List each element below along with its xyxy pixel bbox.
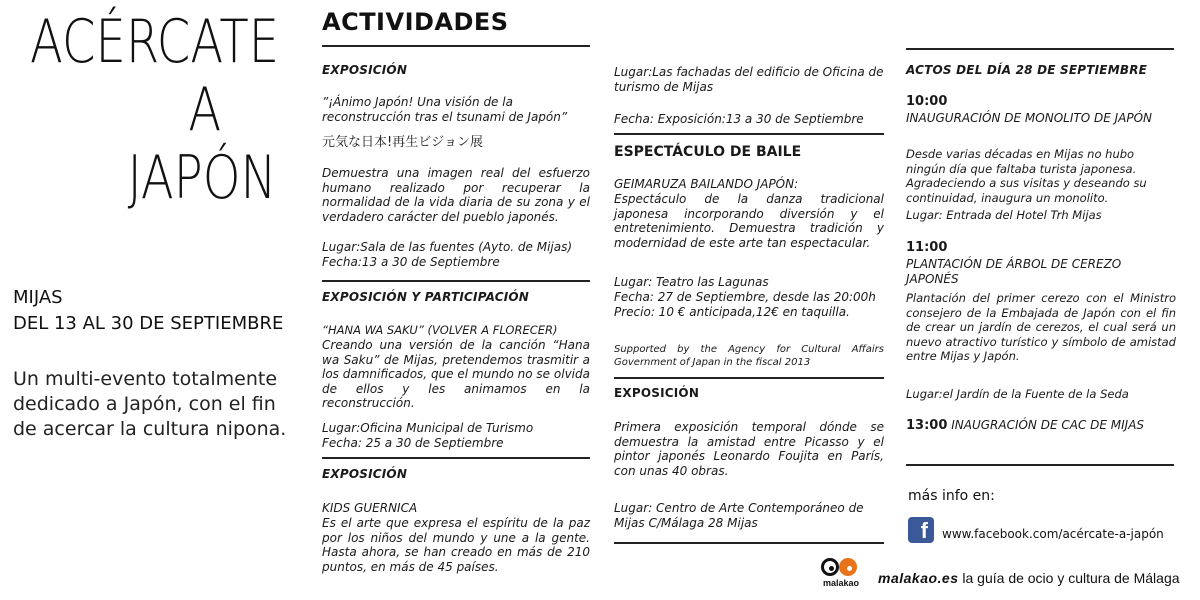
expo1-dates: Fecha:13 a 30 de Septiembre <box>322 255 500 269</box>
divider <box>614 377 884 379</box>
divider <box>322 457 590 459</box>
act1-time: 10:00 <box>906 94 948 109</box>
divider <box>906 464 1174 466</box>
event-dates: DEL 13 AL 30 DE SEPTIEMBRE <box>13 313 284 334</box>
expo2-dates: Fecha: 25 a 30 de Septiembre <box>322 436 504 450</box>
divider <box>322 45 590 47</box>
expo3-heading: EXPOSICIÓN <box>322 467 408 481</box>
brand-name[interactable]: malakao.es <box>878 570 959 586</box>
brand-tagline: la guía de ocio y cultura de Málaga <box>958 570 1180 586</box>
expo1-japanese: 元気な日本!再生ビジョン展 <box>322 135 483 150</box>
act3-time: 13:00 <box>906 418 948 433</box>
expo4-description: Primera exposición temporal dónde se demuestra la amistad entre Picasso y el pintor japonés Leonardo Foujita en París, con unas 40 obras. <box>614 420 884 478</box>
expo1-place: Lugar:Sala de las fuentes (Ayto. de Mijas) <box>322 240 573 254</box>
expo4-heading: EXPOSICIÓN <box>614 386 700 400</box>
col3-top-dates: Fecha: Exposición:13 a 30 de Septiembre <box>614 112 864 126</box>
dance-name: GEIMARUZA BAILANDO JAPÓN: <box>614 177 799 191</box>
expo1-heading: EXPOSICIÓN <box>322 63 408 77</box>
dance-description: Espectáculo de la danza tradicional japonesa incorporando diversión y el entretenimiento. Demuestra tradición y modernidad de este arte tan espectacular. <box>614 192 884 250</box>
divider <box>906 48 1174 50</box>
title-line-1: ACÉRCATE <box>30 7 280 77</box>
footer-brand <box>878 570 1180 586</box>
acts-heading: ACTOS DEL DÍA 28 DE SEPTIEMBRE <box>906 63 1148 77</box>
divider <box>614 542 884 544</box>
act1-description: Desde varias décadas en Mijas no hubo ningún día que faltaba turista japonesa. Agradeciendo a sus visitas y deseando su continuidad, inaugura un monolito. <box>906 147 1147 205</box>
act2-time: 11:00 <box>906 240 948 255</box>
dance-support: Supported by the Agency for Cultural Affairs Government of Japan in the fiscal 2013 <box>614 344 884 368</box>
activities-title: ACTIVIDADES <box>322 8 509 36</box>
divider <box>614 133 884 135</box>
title-line-2: A <box>188 75 222 145</box>
dance-dates: Fecha: 27 de Septiembre, desde las 20:00h <box>614 290 876 304</box>
expo4-place: Lugar: Centro de Arte Contemporáneo de Mijas C/Málaga 28 Mijas <box>614 501 864 530</box>
divider <box>322 280 590 282</box>
logo-word: malakao <box>822 578 860 588</box>
expo1-quote: ”¡Ánimo Japón! Una visión de la reconstrucción tras el tsunami de Japón” <box>322 95 568 124</box>
more-info-label: más info en: <box>908 488 995 504</box>
act1-place: Lugar: Entrada del Hotel Trh Mijas <box>906 208 1102 222</box>
act2-place: Lugar:el Jardín de la Fuente de la Seda <box>906 387 1129 401</box>
expo2-description: Creando una versión de la canción “Hana wa Saku” de Mijas, pretendemos trasmitir a los damnificados, que el mundo no se olvida de ellos y les animamos en la reconstrucción. <box>322 338 590 410</box>
col3-top-place: Lugar:Las fachadas del edificio de Oficina de turismo de Mijas <box>614 65 884 94</box>
act1-title: INAUGURACIÓN DE MONOLITO DE JAPÓN <box>906 111 1153 125</box>
event-intro: Un multi-evento totalmente dedicado a Japón, con el fin de acercar la cultura nipona. <box>13 368 287 440</box>
event-place: MIJAS <box>13 287 63 308</box>
expo2-name: “HANA WA SAKU” (VOLVER A FLORECER) <box>322 323 558 337</box>
dance-place: Lugar: Teatro las Lagunas <box>614 275 769 289</box>
dance-price: Precio: 10 € anticipada,12€ en taquilla. <box>614 305 850 319</box>
expo1-description: Demuestra una imagen real del esfuerzo humano realizado por recuperar la normalidad de la vida diaria de su zona y el verdadero carácter del pueblo japonés. <box>322 166 590 224</box>
expo3-description: Es el arte que expresa el espíritu de la paz por los niños del mundo y une a la gente. Hasta ahora, se han creado en más de 210 puntos, en más de 45 países. <box>322 516 590 574</box>
act2-description: Plantación del primer cerezo con el Ministro consejero de la Embajada de Japón con el fin de crear un jardín de cerezos, el cual será un nuevo atractivo turístico y símbolo de amistad entre Mijas y Japón. <box>906 291 1176 363</box>
facebook-link[interactable]: www.facebook.com/acércate-a-japón <box>942 527 1164 541</box>
dance-heading: ESPECTÁCULO DE BAILE <box>614 144 802 160</box>
expo3-name: KIDS GUERNICA <box>322 501 418 515</box>
expo2-heading: EXPOSICIÓN Y PARTICIPACIÓN <box>322 290 530 304</box>
title-line-3: JAPÓN <box>127 143 277 213</box>
expo2-place: Lugar:Oficina Municipal de Turismo <box>322 421 534 435</box>
facebook-icon[interactable]: f <box>908 517 934 543</box>
malakao-logo-icon <box>818 558 862 592</box>
act2-title: PLANTACIÓN DE ÁRBOL DE CEREZO JAPONÉS <box>906 257 1122 286</box>
act3-title: INAUGRACIÓN DE CAC DE MIJAS <box>951 418 1145 432</box>
